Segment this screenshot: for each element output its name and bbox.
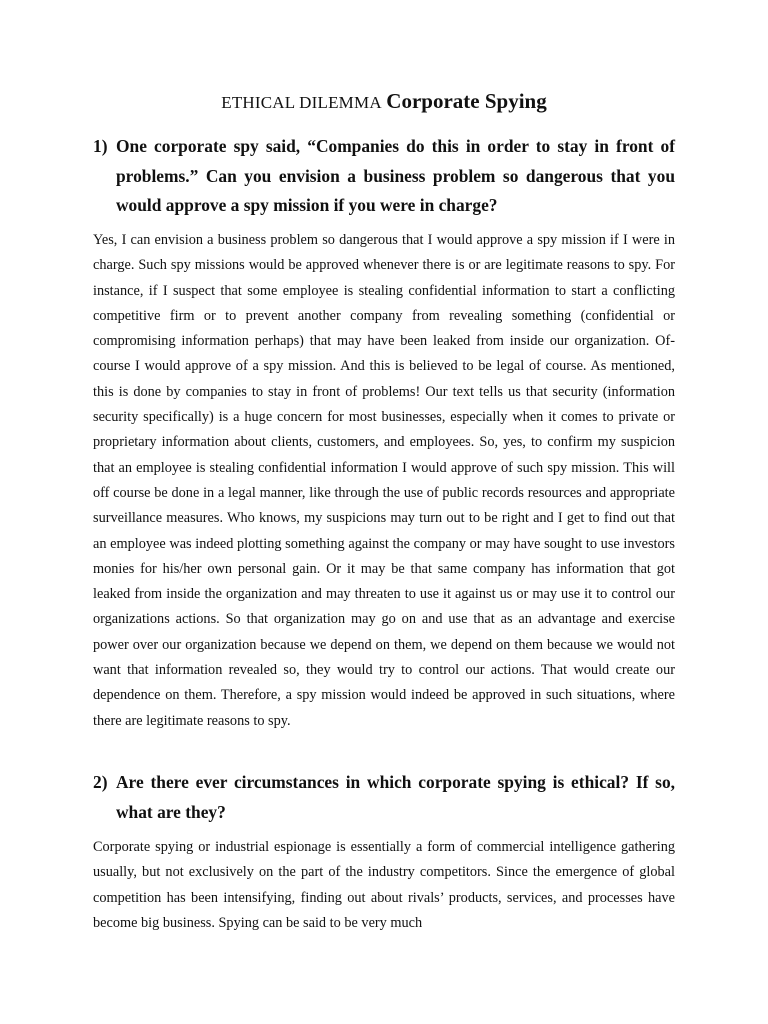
question-1 [93, 132, 675, 221]
answer-2-paragraph: Corporate spying or industrial espionage is essentially a form of commercial intelligence gathering usually, but not exclusively on the part of the industry competitors. Since the emergence of global competition has been intensifying, finding out about rivals’ products, services, and processes have become big business. Spying can be said to be very much [93, 839, 675, 931]
question-1-text: One corporate spy said, “Companies do this in order to stay in front of problems.” Can you envision a business problem so dangerous that you would approve a spy mission if you were in charge? [116, 136, 675, 215]
question-2-number: 2) [93, 772, 108, 792]
answer-1-paragraph: Yes, I can envision a business problem so dangerous that I would approve a spy mission if I were in charge. Such spy missions would be approved whenever there is or are legitimate reasons to spy. For instance, if I suspect that some employee is stealing confidential information to start a conflicting competitive firm or to prevent another company from revealing something (confidential or compromising information perhaps) that may have been leaked from inside our organization. Of-course I would approve of a spy mission. And this is believed to be legal of course. As mentioned, this is done by companies to stay in front of problems! Our text tells us that security (information security specifically) is a huge concern for most businesses, especially when it comes to private or proprietary information about clients, customers, and employees. So, yes, to confirm my suspicion that an employee is stealing confidential information I would approve of such spy mission. This will off course be done in a legal manner, like through the use of public records resources and appropriate surveillance measures. Who knows, my suspicions may turn out to be right and I get to find out that an employee was indeed plotting something against the company or may have sought to use investors monies for his/her own personal gain. Or it may be that same company has information that got leaked from inside the organization and may threaten to use it against us or may use it to control our organizations actions. So that organization may go on and use that as an advantage and exercise power over our organization because we depend on them, we depend on them because we would not want that information revealed so, they would try to control our actions. That would create our dependence on them. Therefore, a spy mission would indeed be approved in such situations, where there are legitimate reasons to spy. [93, 232, 675, 729]
question-2 [93, 768, 675, 827]
title-lead: ETHICAL DILEMMA [221, 93, 382, 112]
title-main: Corporate Spying [386, 89, 547, 113]
document-title [93, 88, 675, 116]
question-1-number: 1) [93, 136, 108, 156]
question-2-text: Are there ever circumstances in which corporate spying is ethical? If so, what are they? [116, 772, 675, 822]
